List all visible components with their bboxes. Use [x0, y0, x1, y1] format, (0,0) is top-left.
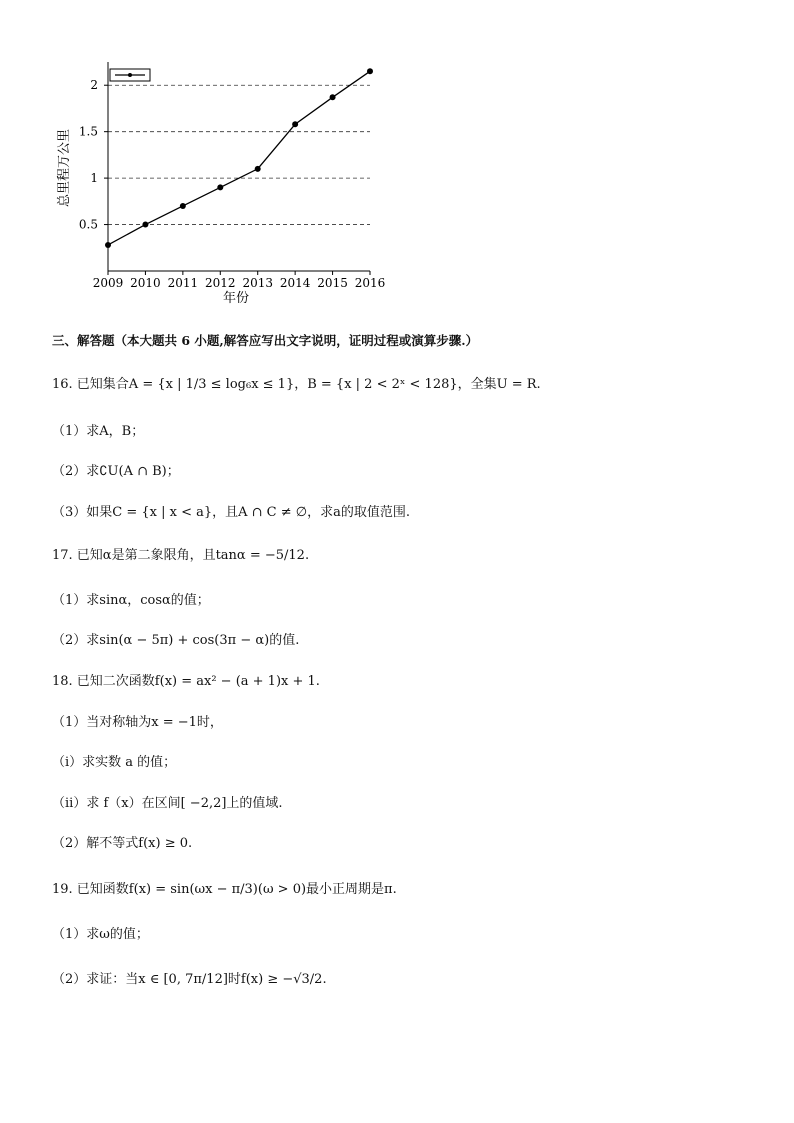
data-point [105, 242, 111, 248]
x-tick-label: 2016 [354, 276, 386, 290]
problem-16-part-2: （2）求∁U(A ∩ B)； [52, 464, 180, 479]
problem-16-part-3: （3）如果C = {x | x < a}，且A ∩ C ≠ ∅，求a的取值范围. [52, 505, 410, 520]
section-header: 三、解答题（本大题共 6 小题,解答应写出文字说明，证明过程或演算步骤.） [52, 333, 479, 348]
x-tick-label: 2011 [167, 276, 199, 290]
problem-18-part-1-i: （i）求实数 a 的值； [52, 755, 177, 770]
x-tick-label: 2015 [317, 276, 348, 290]
y-tick-label: 1 [90, 171, 98, 186]
y-tick-label: 1.5 [78, 124, 98, 139]
x-axis-label: 年份 [222, 291, 250, 306]
x-tick-label: 2013 [242, 276, 273, 290]
problem-19-part-1: （1）求ω的值； [52, 927, 149, 942]
y-tick-label: 0.5 [78, 217, 98, 232]
problem-16: 16. 已知集合A = {x | 1/3 ≤ log₆x ≤ 1}，B = {x | 2 < 2ˣ < 128}，全集U = R. [52, 377, 541, 392]
line-chart [0, 0, 794, 320]
problem-19: 19. 已知函数f(x) = sin(ωx − π/3)(ω > 0)最小正周期是π. [52, 882, 397, 897]
x-tick-label: 2009 [92, 276, 124, 290]
data-point [142, 222, 148, 228]
data-point [180, 203, 186, 209]
x-tick-label: 2010 [130, 276, 161, 290]
problem-17-part-1: （1）求sinα，cosα的值； [52, 593, 210, 608]
legend-marker [128, 73, 132, 77]
x-tick-label: 2014 [279, 276, 311, 290]
y-ticks [79, 78, 108, 231]
problem-19-part-2: （2）求证：当x ∈ [0, 7π/12]时f(x) ≥ −√3/2. [52, 972, 327, 987]
data-point [217, 184, 223, 190]
problem-18: 18. 已知二次函数f(x) = ax² − (a + 1)x + 1. [52, 674, 320, 689]
data-point [367, 68, 373, 74]
problem-18-part-1-ii: （ii）求 f（x）在区间[ −2,2]上的值域. [52, 796, 283, 811]
legend [110, 69, 150, 81]
y-tick-label: 2 [90, 78, 98, 93]
grid-lines [108, 85, 370, 224]
problem-17-part-2: （2）求sin(α − 5π) + cos(3π − α)的值. [52, 633, 300, 648]
problem-16-part-1: （1）求A，B； [52, 424, 145, 439]
x-tick-label: 2012 [205, 276, 236, 290]
data-point [255, 166, 261, 172]
problem-18-part-2: （2）解不等式f(x) ≥ 0. [52, 836, 193, 851]
data-point [292, 121, 298, 127]
x-ticks [93, 271, 386, 290]
problem-17: 17. 已知α是第二象限角，且tanα = −5/12. [52, 548, 310, 563]
y-axis-label: 总里程万公里 [57, 128, 72, 208]
series-line [105, 68, 373, 248]
problem-18-part-1: （1）当对称轴为x = −1时， [52, 715, 223, 730]
data-point [330, 94, 336, 100]
